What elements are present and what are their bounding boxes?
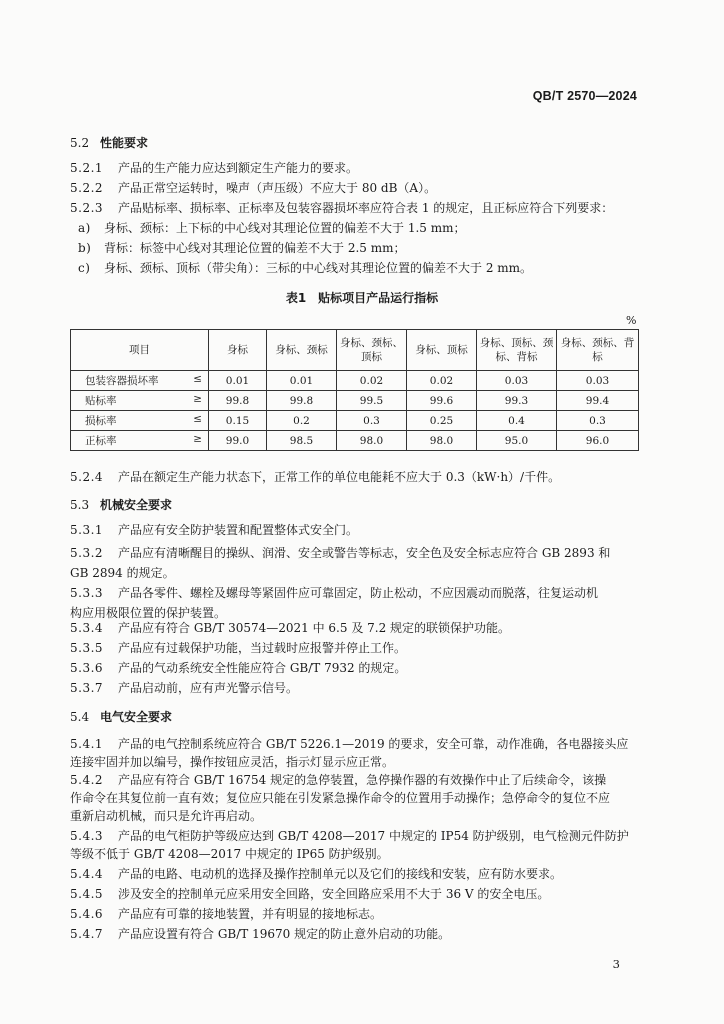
table-header-row [71, 330, 639, 371]
clause-5-3-5: 5.3.5 产品应有过载保护功能，当过载时应报警并停止工作。 [70, 641, 407, 655]
clause-5-4-5: 5.4.5 涉及安全的控制单元应采用安全回路，安全回路应采用不大于 36 V 的安全电压。 [70, 887, 550, 901]
document-code: QB/T 2570—2024 [532, 89, 637, 103]
clause-5-2-4: 5.2.4 产品在额定生产能力状态下，正常工作的单位电能耗不应大于 0.3（kW·h）/千件。 [70, 470, 561, 484]
clause-5-4-2-cont: 作命令在其复位前一直有效；复位应只能在引发紧急操作命令的位置用手动操作；急停命令的复位不应 [70, 791, 611, 805]
table-row [71, 431, 639, 451]
clause-5-2-3: 5.2.3 产品贴标率、损标率、正标率及包装容器损坏率应符合表 1 的规定，且正标应符合下列要求： [70, 201, 614, 215]
table-cell: 0.4 [477, 411, 557, 431]
clause-5-2-3-a: a) 身标、颈标：上下标的中心线对其理论位置的偏差不大于 1.5 mm； [78, 221, 466, 235]
table-cell: 0.3 [557, 411, 639, 431]
clause-5-3-3-cont: 构应用极限位置的保护装置。 [70, 606, 227, 620]
table-cell: 0.02 [337, 371, 407, 391]
table-header-cell: 身标、颈标 [267, 330, 337, 371]
section-heading-5-3: 5.3 机械安全要求 [70, 498, 173, 512]
table-header-cell: 身标、颈标、背标 [557, 330, 639, 371]
table-cell: 96.0 [557, 431, 639, 451]
table-cell: 0.03 [477, 371, 557, 391]
row-label: 包装容器损坏率 ≤ [71, 371, 209, 391]
table-unit: % [626, 314, 637, 327]
clause-5-3-2: 5.3.2 产品应有清晰醒目的操纵、润滑、安全或警告等标志，安全色及安全标志应符合 GB 2893 和 [70, 546, 611, 560]
clause-5-3-4: 5.3.4 产品应有符合 GB/T 30574—2021 中 6.5 及 7.2 规定的联锁保护功能。 [70, 621, 511, 635]
section-heading-5-2: 5.2 性能要求 [70, 136, 149, 150]
clause-5-4-4: 5.4.4 产品的电路、电动机的选择及操作控制单元以及它们的接线和安装，应有防水要求。 [70, 867, 563, 881]
clause-5-4-7: 5.4.7 产品应设置有符合 GB/T 19670 规定的防止意外启动的功能。 [70, 927, 451, 941]
clause-5-4-6: 5.4.6 产品应有可靠的接地装置，并有明显的接地标志。 [70, 907, 383, 921]
clause-5-4-2-cont2: 重新启动机械，而只是允许再启动。 [70, 809, 263, 823]
table-cell: 0.01 [267, 371, 337, 391]
table-cell: 0.02 [407, 371, 477, 391]
table-row [71, 411, 639, 431]
clause-5-2-1: 5.2.1 产品的生产能力应达到额定生产能力的要求。 [70, 161, 359, 175]
table-cell: 98.0 [407, 431, 477, 451]
table-header-cell: 身标、颈标、顶标 [337, 330, 407, 371]
clause-5-4-1-cont: 连接牢固并加以编号，操作按钮应灵活，指示灯显示应正常。 [70, 755, 395, 769]
table-cell: 0.25 [407, 411, 477, 431]
table-header-cell: 身标、顶标、颈标、背标 [477, 330, 557, 371]
table-cell: 99.8 [267, 391, 337, 411]
clause-5-3-7: 5.3.7 产品启动前，应有声光警示信号。 [70, 681, 299, 695]
clause-5-4-1: 5.4.1 产品的电气控制系统应符合 GB/T 5226.1—2019 的要求，安全可靠，动作准确，各电器接头应 [70, 737, 629, 751]
table-cell: 99.4 [557, 391, 639, 411]
clause-5-4-3: 5.4.3 产品的电气柜防护等级应达到 GB/T 4208—2017 中规定的 IP54 防护级别，电气检测元件防护 [70, 829, 629, 843]
row-label: 贴标率 ≥ [71, 391, 209, 411]
clause-5-3-3: 5.3.3 产品各零件、螺栓及螺母等紧固件应可靠固定，防止松动，不应因震动而脱落，往复运动机 [70, 586, 599, 600]
table-cell: 0.03 [557, 371, 639, 391]
table-cell: 95.0 [477, 431, 557, 451]
row-label: 损标率 ≤ [71, 411, 209, 431]
table-cell: 98.5 [267, 431, 337, 451]
table-cell: 99.5 [337, 391, 407, 411]
table-title: 表1 贴标项目产品运行指标 [285, 291, 439, 305]
table-cell: 0.15 [209, 411, 267, 431]
table-cell: 0.3 [337, 411, 407, 431]
clause-5-2-3-c: c) 身标、颈标、顶标（带尖角）：三标的中心线对其理论位置的偏差不大于 2 mm。 [78, 261, 533, 275]
clause-5-3-6: 5.3.6 产品的气动系统安全性能应符合 GB/T 7932 的规定。 [70, 661, 407, 675]
table-cell: 99.6 [407, 391, 477, 411]
table-row [71, 371, 639, 391]
performance-table [70, 329, 639, 451]
clause-5-3-2-cont: GB 2894 的规定。 [70, 566, 175, 580]
row-label: 正标率 ≥ [71, 431, 209, 451]
table-cell: 98.0 [337, 431, 407, 451]
table-header-cell: 身标、顶标 [407, 330, 477, 371]
clause-5-2-2: 5.2.2 产品正常空运转时，噪声（声压级）不应大于 80 dB（A）。 [70, 181, 437, 195]
table-header-cell: 项目 [71, 330, 209, 371]
clause-5-2-3-b: b) 背标：标签中心线对其理论位置的偏差不大于 2.5 mm； [78, 241, 406, 255]
table-cell: 0.2 [267, 411, 337, 431]
table-cell: 99.0 [209, 431, 267, 451]
clause-5-4-2: 5.4.2 产品应有符合 GB/T 16754 规定的急停装置，急停操作器的有效操作中止了后续命令，该操 [70, 773, 607, 787]
table-cell: 99.3 [477, 391, 557, 411]
table-header-cell: 身标 [209, 330, 267, 371]
clause-5-3-1: 5.3.1 产品应有安全防护装置和配置整体式安全门。 [70, 523, 359, 537]
table-cell: 0.01 [209, 371, 267, 391]
page-number: 3 [612, 957, 620, 971]
table-cell: 99.8 [209, 391, 267, 411]
table-row [71, 391, 639, 411]
clause-5-4-3-cont: 等级不低于 GB/T 4208—2017 中规定的 IP65 防护级别。 [70, 847, 389, 861]
section-heading-5-4: 5.4 电气安全要求 [70, 710, 173, 724]
